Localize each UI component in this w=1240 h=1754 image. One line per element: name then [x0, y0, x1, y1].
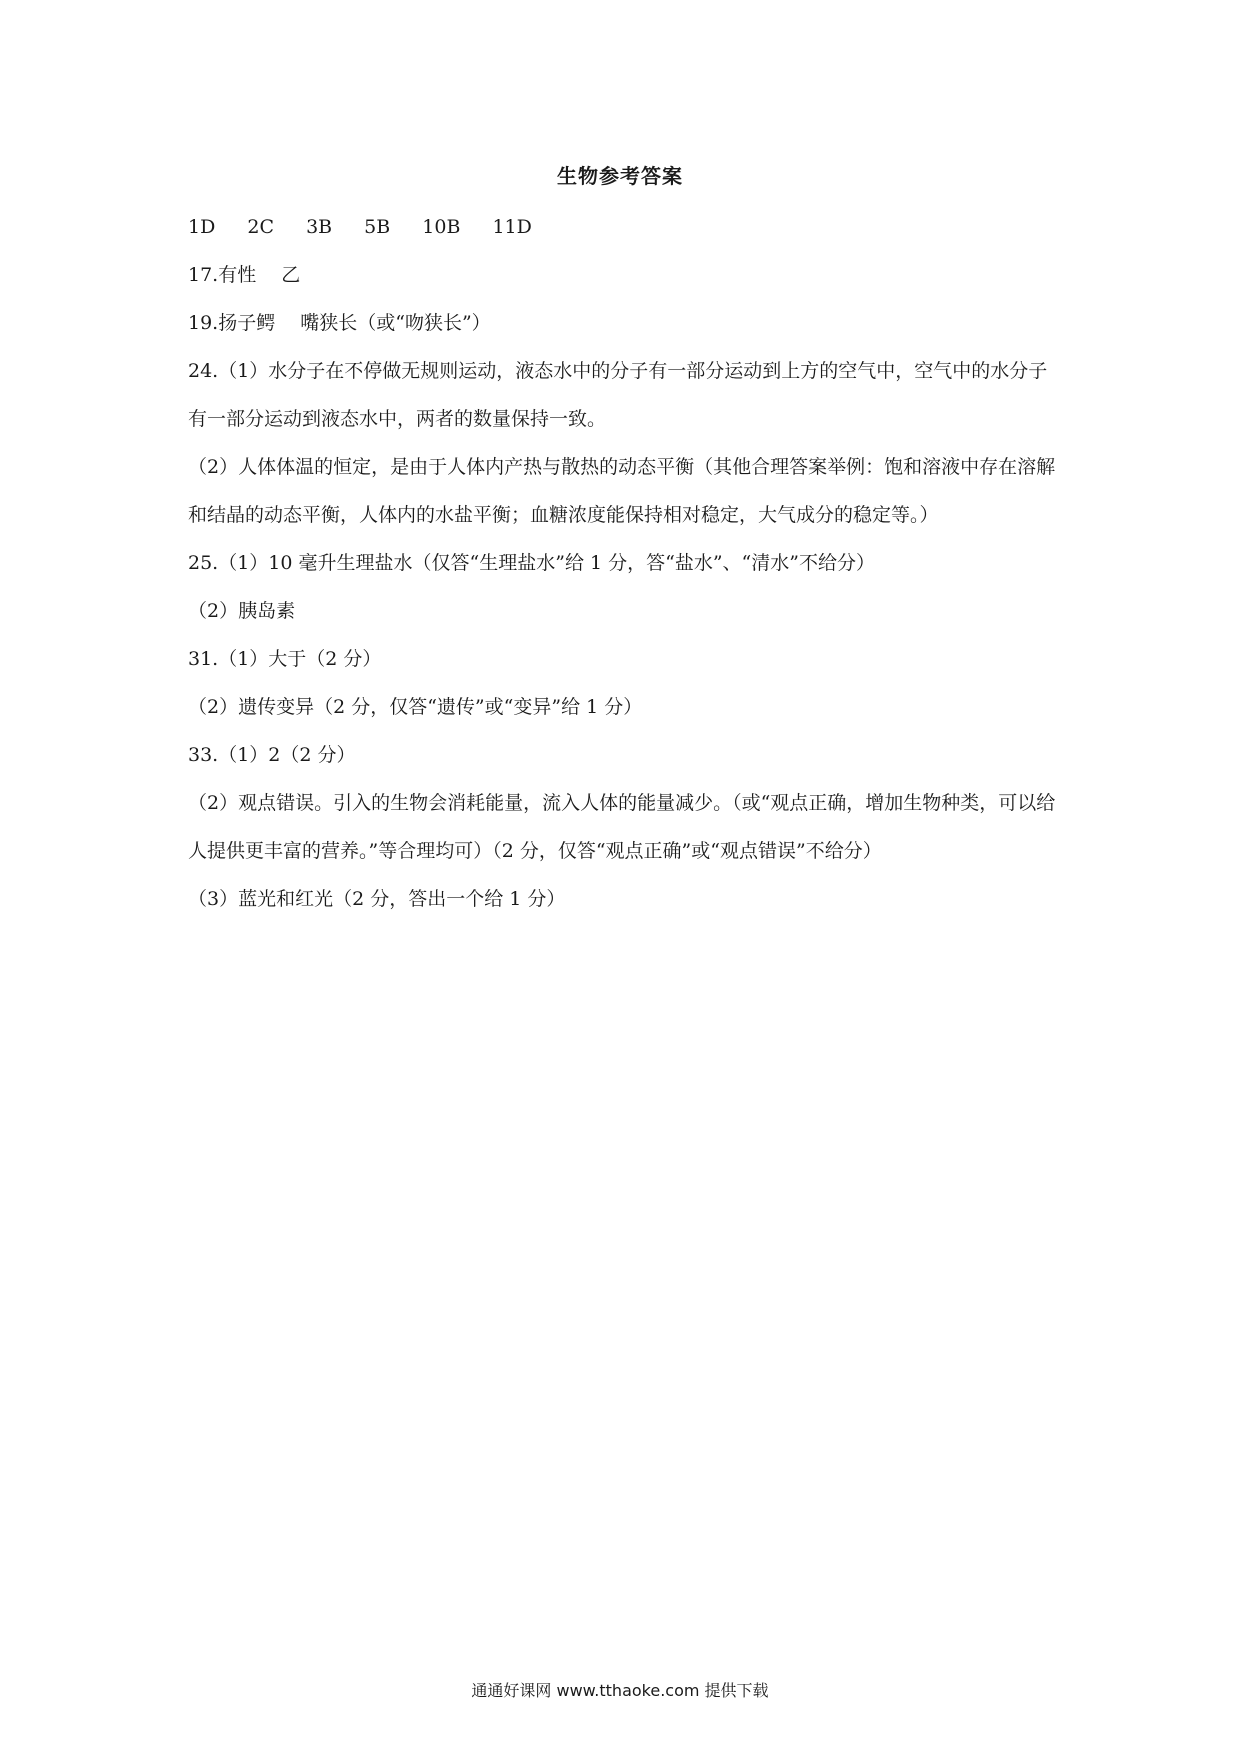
answer-33-2: （2）观点错误。引入的生物会消耗能量，流入人体的能量减少。（或“观点正确，增加生物种类，可以给人提供更丰富的营养。”等合理均可）（2 分，仅答“观点正确”或“观点错误”不给分）	[188, 792, 1056, 862]
mc-answer: 5B	[364, 216, 391, 238]
page-title: 生物参考答案	[557, 164, 683, 188]
multiple-choice-answers	[188, 212, 1058, 242]
answer-content	[188, 212, 1058, 932]
answer-33-1: 33.（1）2（2 分）	[188, 744, 356, 766]
answer-19: 19.扬子鳄 嘴狭长（或“吻狭长”）	[188, 312, 491, 334]
answer-25-2: （2）胰岛素	[188, 600, 296, 622]
page-footer: 通通好课网 www.tthaoke.com 提供下载	[471, 1681, 769, 1700]
answer-24-2: （2）人体体温的恒定，是由于人体内产热与散热的动态平衡（其他合理答案举例：饱和溶液中存在溶解和结晶的动态平衡，人体内的水盐平衡；血糖浓度能保持相对稳定，大气成分的稳定等。）	[188, 456, 1056, 526]
answer-33-3: （3）蓝光和红光（2 分，答出一个给 1 分）	[188, 888, 566, 910]
answer-17: 17.有性 乙	[188, 264, 301, 286]
answer-24-1: 24.（1）水分子在不停做无规则运动，液态水中的分子有一部分运动到上方的空气中，空气中的水分子有一部分运动到液态水中，两者的数量保持一致。	[188, 360, 1048, 430]
mc-answer: 11D	[492, 216, 532, 238]
mc-answer: 10B	[422, 216, 461, 238]
answer-25-1: 25.（1）10 毫升生理盐水（仅答“生理盐水”给 1 分，答“盐水”、“清水”不给分）	[188, 552, 875, 574]
mc-answer: 1D	[188, 216, 216, 238]
answer-31-2: （2）遗传变异（2 分，仅答“遗传”或“变异”给 1 分）	[188, 696, 643, 718]
mc-answer: 3B	[306, 216, 333, 238]
mc-answer: 2C	[247, 216, 275, 238]
answer-31-1: 31.（1）大于（2 分）	[188, 648, 382, 670]
